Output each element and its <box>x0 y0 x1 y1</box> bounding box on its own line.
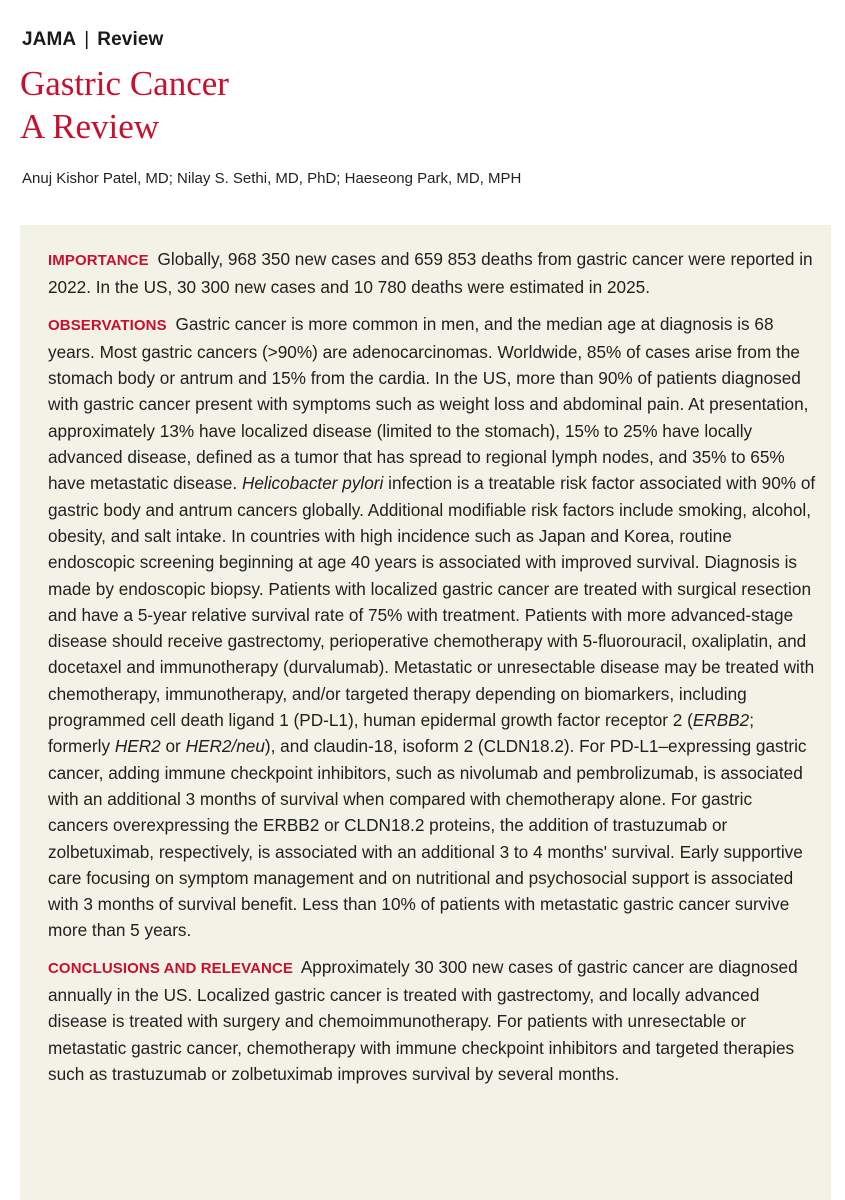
observations-her2: HER2 <box>114 736 161 757</box>
conclusions-text: Approximately 30 300 new cases of gastric cancer are diagnosed annually in the US. Localized gastric cancer is treated with gastrectomy, and locally advanced disease is treated with surgery and chemoimmunotherapy. For patients with unresectable or metastatic gastric cancer, chemotherapy with immune checkpoint inhibitors and targeted therapies such as trastuzumab or zolbetuximab improves survival by several months. <box>48 956 798 1084</box>
observations-text-d: or <box>165 736 181 757</box>
observations-text-e: ), and claudin-18, isoform 2 (CLDN18.2). For PD-L1–expressing gastric cancer, adding immune checkpoint inhibitors, such as nivolumab and pembrolizumab, is associated with an additional 3 months of survival when compared with chemotherapy alone. For gastric cancers overexpressing the ERBB2 or CLDN18.2 proteins, the addition of trastuzumab or zolbetuximab, respectively, is associated with an additional 3 to 4 months' survival. Early supportive care focusing on symptom management and on nutritional and psychosocial support is associated with 3 months of survival benefit. Less than 10% of patients with metastatic gastric cancer survive more than 5 years. <box>48 736 807 941</box>
observations-text-a: Gastric cancer is more common in men, and the median age at diagnosis is 68 years. Most gastric cancers (>90%) are adenocarcinomas. Worldwide, 85% of cases arise from the stomach body or antrum and 15% from the cardia. In the US, more than 90% of patients diagnosed with gastric cancer present with symptoms such as weight loss and abdominal pain. At presentation, approximately 13% have localized disease (limited to the stomach), 15% to 25% have locally advanced disease, defined as a tumor that has spread to regional lymph nodes, and 35% to 65% have metastatic disease. <box>48 313 809 494</box>
journal-header <box>22 29 163 51</box>
importance-paragraph <box>48 246 817 301</box>
conclusions-label: CONCLUSIONS AND RELEVANCE <box>48 959 294 977</box>
header-separator: | <box>84 29 90 50</box>
conclusions-paragraph <box>48 954 817 1087</box>
observations-paragraph <box>48 311 817 944</box>
importance-text: Globally, 968 350 new cases and 659 853 deaths from gastric cancer were reported in 2022. In the US, 30 300 new cases and 10 780 deaths were estimated in 2025. <box>48 249 813 298</box>
title-line-1: Gastric Cancer <box>20 64 229 103</box>
observations-text-b: infection is a treatable risk factor associated with 90% of gastric body and antrum cancers globally. Additional modifiable risk factors include smoking, alcohol, obesity, and salt intake. In countries with high incidence such as Japan and Korea, routine endoscopic screening beginning at age 40 years is associated with improved survival. Diagnosis is made by endoscopic biopsy. Patients with localized gastric cancer are treated with surgical resection and have a 5-year relative survival rate of 75% with treatment. Patients with more advanced-stage disease should receive gastrectomy, perioperative chemotherapy with 5-fluorouracil, oxaliplatin, and docetaxel and immunotherapy (durvalumab). Metastatic or unresectable disease may be treated with chemotherapy, immunotherapy, and/or targeted therapy depending on biomarkers, including programmed cell death ligand 1 (PD-L1), human epidermal growth factor receptor 2 ( <box>48 473 816 731</box>
observations-erbb2: ERBB2 <box>692 710 750 731</box>
article-type: Review <box>97 29 164 50</box>
abstract-box <box>20 225 831 1200</box>
observations-her2neu: HER2/neu <box>185 736 265 757</box>
author-list: Anuj Kishor Patel, MD; Nilay S. Sethi, MD, PhD; Haeseong Park, MD, MPH <box>22 170 522 187</box>
importance-label: IMPORTANCE <box>48 252 149 269</box>
journal-name: JAMA <box>22 29 77 50</box>
article-title <box>20 62 229 148</box>
observations-label: OBSERVATIONS <box>48 316 167 334</box>
observations-hpylori: Helicobacter pylori <box>241 473 384 494</box>
observations-text-c: ; formerly <box>48 710 754 757</box>
title-line-2: A Review <box>20 107 160 146</box>
